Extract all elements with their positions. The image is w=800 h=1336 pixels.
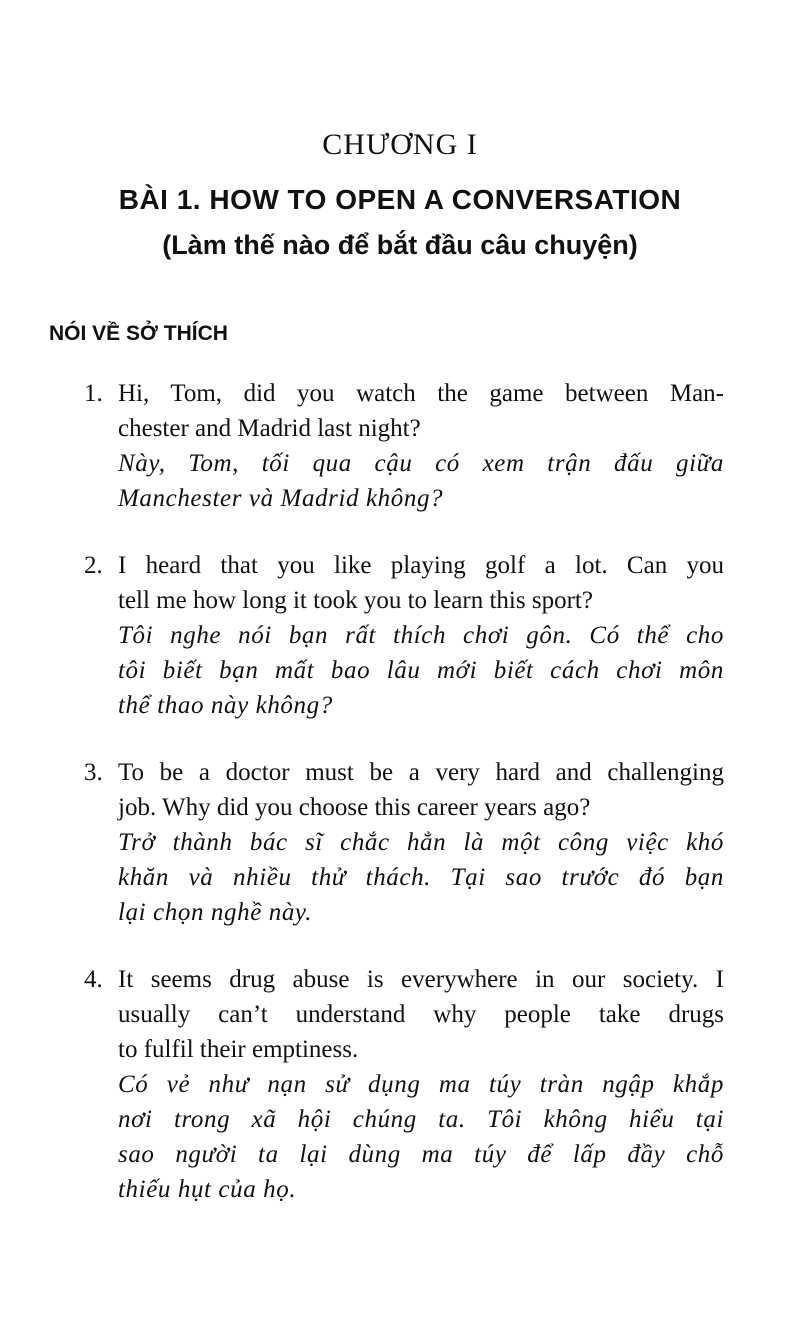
english-sentence: I heard that you like playing golf a lot. Can you tell me how long it took you to learn this sport? xyxy=(118,552,724,614)
item-number: 1. xyxy=(84,380,103,407)
english-sentence: To be a doctor must be a very hard and challenging job. Why did you choose this career years ago? xyxy=(118,759,724,821)
vietnamese-translation: Tôi nghe nói bạn rất thích chơi gôn. Có thể cho tôi biết bạn mất bao lâu mới biết cách chơi môn thể thao này không? xyxy=(118,622,724,719)
english-sentence: It seems drug abuse is everywhere in our society. I usually can’t understand why people take drugs to fulfil their emptiness. xyxy=(118,966,724,1063)
lesson-subtitle: (Làm thế nào để bắt đầu câu chuyện) xyxy=(162,230,638,260)
list-item xyxy=(84,548,724,723)
phrase-list xyxy=(84,376,724,1239)
item-number: 3. xyxy=(84,759,103,786)
english-sentence: Hi, Tom, did you watch the game between Man- chester and Madrid last night? xyxy=(118,380,724,442)
list-item xyxy=(84,962,724,1207)
section-heading: NÓI VỀ SỞ THÍCH xyxy=(49,322,228,345)
list-item xyxy=(84,376,724,516)
vietnamese-translation: Có vẻ như nạn sử dụng ma túy tràn ngập khắp nơi trong xã hội chúng ta. Tôi không hiểu tại sao người ta lại dùng ma túy để lấp đầy chỗ thiếu hụt của họ. xyxy=(118,1071,724,1203)
vietnamese-translation: Trở thành bác sĩ chắc hẳn là một công việc khó khăn và nhiều thử thách. Tại sao trước đó bạn lại chọn nghề này. xyxy=(118,829,724,926)
item-number: 4. xyxy=(84,966,103,993)
chapter-heading: CHƯƠNG I xyxy=(322,128,478,161)
lesson-title: BÀI 1. HOW TO OPEN A CONVERSATION xyxy=(118,184,682,215)
vietnamese-translation: Này, Tom, tối qua cậu có xem trận đấu giữa Manchester và Madrid không? xyxy=(118,450,724,512)
item-number: 2. xyxy=(84,552,103,579)
list-item xyxy=(84,755,724,930)
